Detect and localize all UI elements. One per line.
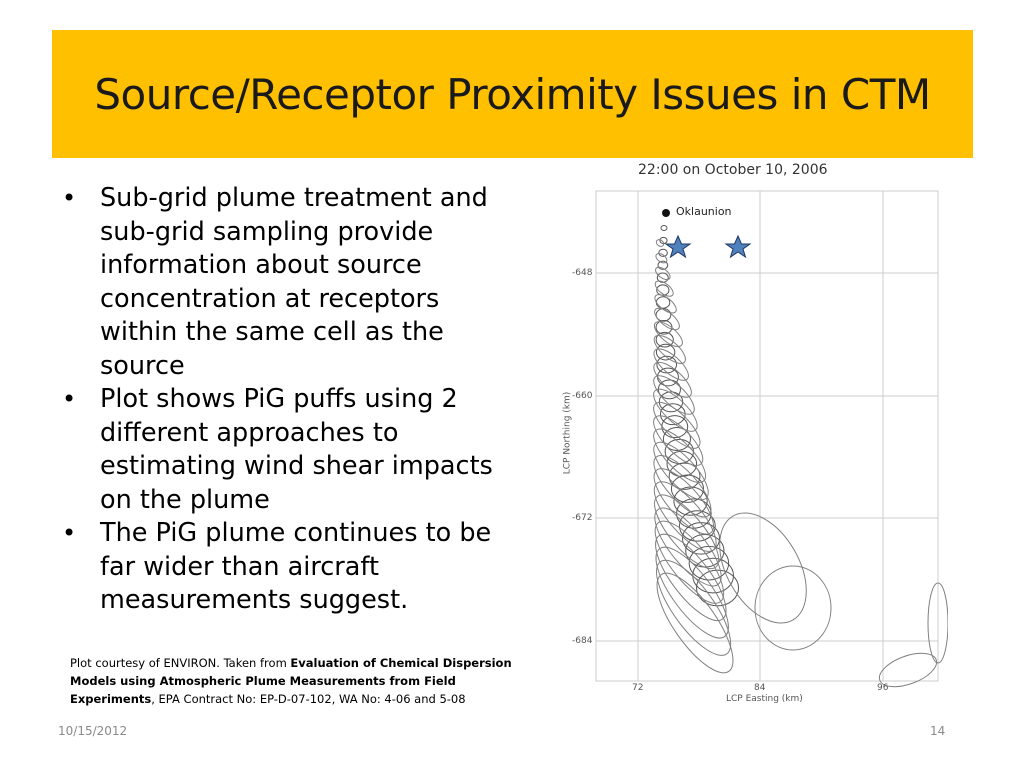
bullet-text: Sub-grid plume treatment and sub-grid sampling provide information about source concentration at receptors within the same cell as the source — [100, 183, 488, 381]
pig-puffs — [644, 225, 948, 693]
footer-date: 10/15/2012 — [58, 724, 128, 738]
bullet-text: The PiG plume continues to be far wider than aircraft measurements suggest. — [100, 518, 492, 615]
y-tick-label: -672 — [572, 513, 593, 523]
puff-ellipse — [697, 570, 739, 606]
y-tick-label: -648 — [572, 268, 593, 278]
y-tick-label: -684 — [572, 636, 593, 646]
credit-suffix: , EPA Contract No: EP-D-07-102, WA No: 4-06 and 5-08 — [151, 692, 466, 706]
plume-plot — [548, 158, 948, 710]
puff-ellipse — [755, 566, 831, 650]
puff-ellipse — [644, 563, 746, 684]
plot-credit — [70, 654, 540, 708]
bullet-list — [62, 182, 522, 618]
bullet-item — [62, 182, 522, 383]
y-tick-label: -660 — [572, 391, 593, 401]
plot-frame — [596, 191, 938, 681]
x-tick-label: 72 — [632, 683, 644, 693]
puff-ellipse — [661, 225, 667, 230]
puff-ellipse — [654, 252, 668, 265]
footer-page-number: 14 — [930, 724, 946, 738]
x-tick-label: 84 — [754, 683, 766, 693]
puff-ellipse — [655, 238, 665, 248]
y-axis-label: LCP Northing (km) — [562, 391, 573, 475]
x-tick-label: 96 — [877, 683, 889, 693]
puff-ellipse — [649, 344, 693, 386]
bullet-dot-icon: • — [62, 184, 77, 212]
receptor-star-icon — [726, 236, 750, 257]
bullet-dot-icon: • — [62, 385, 77, 413]
bullet-dot-icon: • — [62, 519, 77, 547]
plume-plot-svg — [548, 158, 948, 710]
credit-prefix: Plot courtesy of ENVIRON. Taken from — [70, 656, 291, 670]
bullet-text: Plot shows PiG puffs using 2 different approaches to estimating wind shear impacts on the plume — [100, 384, 493, 515]
title-bar — [52, 30, 973, 158]
x-axis-label: LCP Easting (km) — [726, 694, 803, 704]
source-label: Oklaunion — [676, 205, 732, 218]
bullet-item — [62, 517, 522, 618]
slide-title: Source/Receptor Proximity Issues in CTM — [94, 69, 931, 119]
credit-report-title: Evaluation of Chemical Dispersion Models using Atmospheric Plume Measurements from Field Experiments — [70, 656, 512, 706]
plot-title: 22:00 on October 10, 2006 — [638, 162, 828, 178]
bullet-item — [62, 383, 522, 517]
receptor-star-icon — [666, 236, 690, 257]
source-marker — [662, 209, 670, 217]
